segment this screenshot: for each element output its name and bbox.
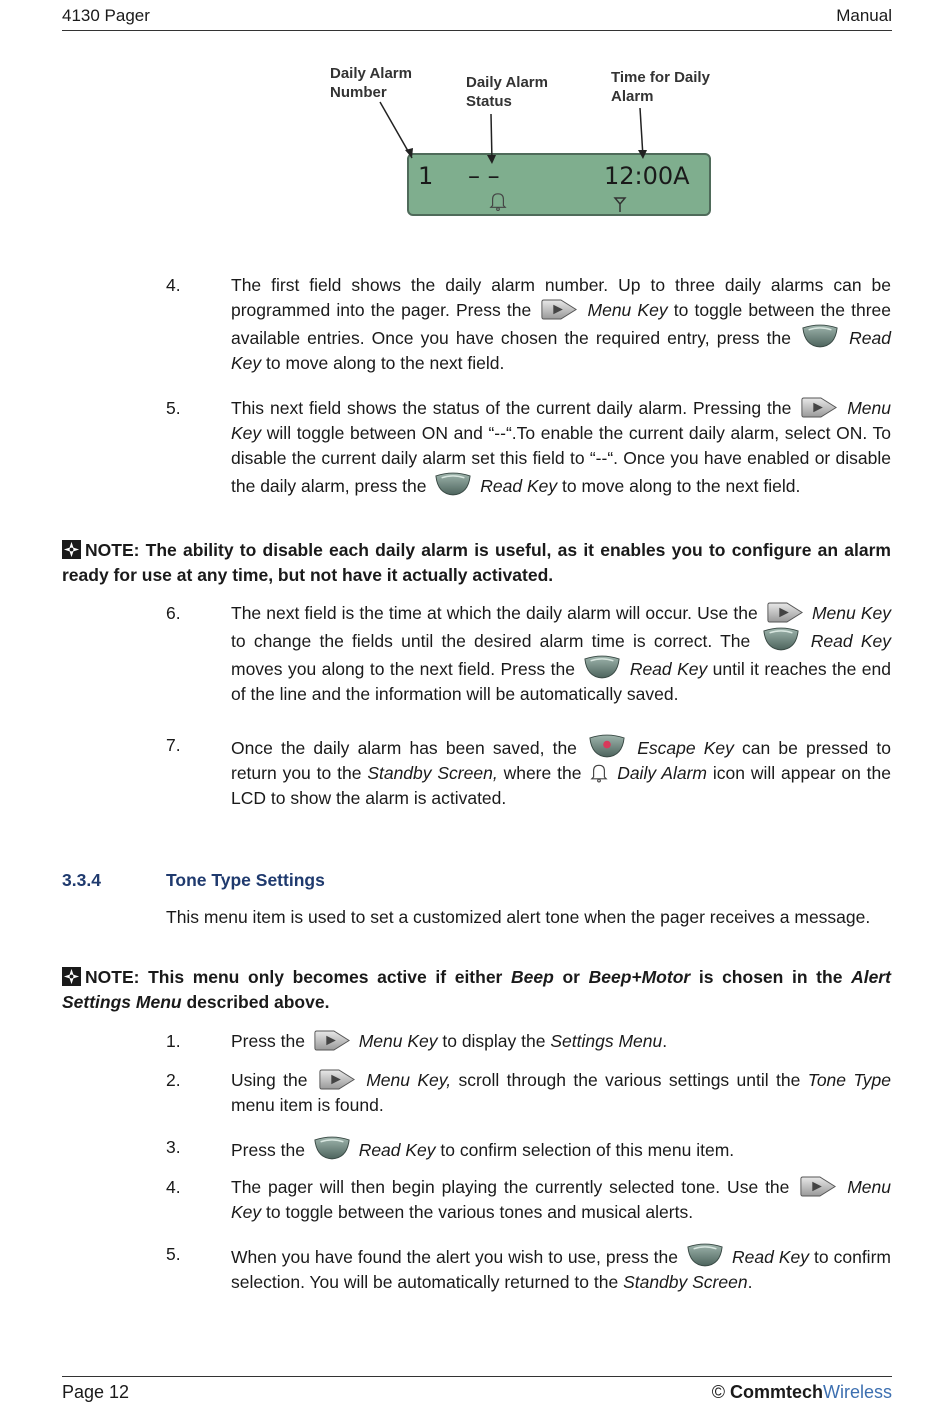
step-number: 5. (166, 398, 181, 418)
read-key-icon (434, 471, 472, 496)
page-number: Page 12 (62, 1382, 130, 1402)
read-key-icon (762, 626, 800, 651)
daily-alarm-diagram (328, 62, 718, 222)
step-number: 4. (166, 1177, 181, 1197)
label-alarm-status: Daily Alarm Status (466, 74, 548, 110)
brand-logo: © CommtechWireless (711, 1382, 892, 1402)
read-key-icon (313, 1135, 351, 1160)
step-number: 4. (166, 275, 181, 295)
step-number: 5. (166, 1244, 181, 1264)
read-key-icon (801, 323, 839, 348)
menu-key-icon (313, 1030, 351, 1051)
section-intro: This menu item is used to set a customized alert tone when the pager receives a message. (166, 907, 871, 927)
note-disable-alarm: NOTE: The ability to disable each daily alarm is useful, as it enables you to configure an alarm ready for use at any time, but not have it actually activated. (62, 540, 891, 585)
read-key-icon (686, 1242, 724, 1267)
step-4-alarm-number: The first field shows the daily alarm number. Up to three daily alarms can be programmed into the pager. Press the Menu Key to toggle between the three available entries. Once you have chosen the required entry, press the Read Key to move along to the next field. (231, 275, 891, 373)
menu-key-icon (540, 299, 578, 320)
lcd-number: 1 (418, 162, 434, 190)
header-title: 4130 Pager (62, 6, 150, 25)
header-doc-type: Manual (836, 6, 892, 25)
bell-icon (590, 762, 608, 783)
menu-key-icon (800, 397, 838, 418)
escape-key-icon (588, 733, 626, 758)
step-number: 6. (166, 603, 181, 623)
menu-key-icon (766, 602, 804, 623)
step-number: 2. (166, 1070, 181, 1090)
menu-key-icon (318, 1069, 356, 1090)
step-7-escape: Once the daily alarm has been saved, the Escape Key can be pressed to return you to the Standby Screen, where the Daily Alarm icon will appear on the LCD to show the alarm is activated. (231, 733, 891, 811)
step-5-alarm-status: This next field shows the status of the current daily alarm. Pressing the Menu Key will toggle between ON and “--“.To enable the current daily alarm, select ON. To disable the current daily alarm set this field to “--“. Once you have enabled or disable the daily alarm, press the Read Key to move along to the next field. (231, 398, 891, 496)
section-title: Tone Type Settings (166, 870, 325, 890)
note-menu-active: NOTE: This menu only becomes active if either Beep or Beep+Motor is chosen in the Alert Settings Menu described above. (62, 967, 891, 1012)
page-header (62, 6, 892, 31)
step-number: 3. (166, 1137, 181, 1157)
label-alarm-number: Daily Alarm Number (330, 65, 412, 101)
lcd-illustration (328, 62, 718, 222)
section-number: 3.3.4 (62, 870, 101, 890)
page-footer (62, 1376, 892, 1402)
tone-step-1: Press the Menu Key to display the Settings Menu. (231, 1031, 668, 1051)
lcd-status: – – (468, 162, 500, 190)
read-key-icon (583, 654, 621, 679)
note-icon (62, 540, 81, 559)
step-number: 7. (166, 735, 181, 755)
step-number: 1. (166, 1031, 181, 1051)
note-icon (62, 967, 81, 986)
tone-step-5: When you have found the alert you wish to use, press the Read Key to confirm selection. You will be automatically returned to the Standby Screen. (231, 1242, 891, 1295)
tone-step-3: Press the Read Key to confirm selection of this menu item. (231, 1135, 891, 1163)
lcd-time: 12:00A (604, 162, 690, 190)
label-alarm-time: Time for Daily Alarm (611, 69, 710, 105)
step-6-alarm-time: The next field is the time at which the daily alarm will occur. Use the Menu Key to change the fields until the desired alarm time is correct. The Read Key moves you along to the next field. Press the Read Key until it reaches the end of the line and the information will be automatically saved. (231, 603, 891, 704)
tone-step-2: Using the Menu Key, scroll through the various settings until the Tone Type menu item is found. (231, 1070, 891, 1115)
menu-key-icon (799, 1176, 837, 1197)
tone-step-4: The pager will then begin playing the currently selected tone. Use the Menu Key to toggle between the various tones and musical alerts. (231, 1177, 891, 1222)
